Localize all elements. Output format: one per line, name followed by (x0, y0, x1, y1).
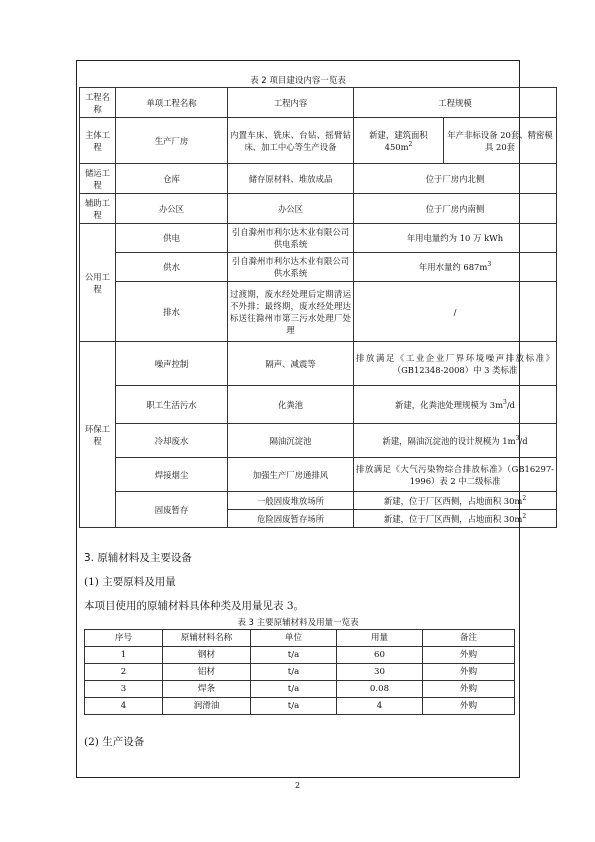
storage-content: 储存原材料、堆放成品 (228, 164, 354, 194)
env-row-content: 加强生产厂房通排风 (228, 458, 354, 492)
env-row-name: 噪声控制 (116, 342, 228, 386)
cell-unit: t/a (251, 698, 337, 715)
subsection-materials: (1) 主要原料及用量 (84, 576, 176, 588)
table3-caption: 表 3 主要原辅材料及用量一览表 (237, 618, 359, 628)
cell-remark: 外购 (423, 698, 515, 715)
section-paragraph: 本项目使用的原辅材料具体种类及用量见表 3。 (84, 600, 305, 612)
header-item-name: 单项工程名称 (116, 88, 228, 118)
table-row (85, 698, 515, 715)
public-row-scale: / (354, 282, 557, 342)
header-material: 原辅材料名称 (163, 630, 251, 647)
aux-name: 办公区 (116, 194, 228, 224)
env-row-name: 职工生活污水 (116, 386, 228, 424)
header-project-name: 工程名称 (80, 88, 116, 118)
public-row-content: 过渡期，废水经处理后定期清运不外排；最终期，废水经处理达标送往滁州市第三污水处理厂处理 (228, 282, 354, 342)
cell-unit: t/a (251, 664, 337, 681)
env-row-scale: 新建，隔油沉淀池的设计规模为 $1m^3/d$ (354, 424, 557, 458)
cell-remark: 外购 (423, 664, 515, 681)
aux-content: 办公区 (228, 194, 354, 224)
table-row (85, 681, 515, 698)
env-row-content: 隔声、减震等 (228, 342, 354, 386)
cell-material: 铝材 (163, 664, 251, 681)
main-scale-b: 年产非标设备 20套、精密模具 20套 (444, 118, 557, 164)
env-row-scale: 新建，化粪池处理规模为 $3m^3/d$ (354, 386, 557, 424)
public-row-name: 供电 (116, 224, 228, 253)
page-number: 2 (294, 781, 301, 790)
public-category: 公用工程 (80, 224, 116, 342)
table-row (85, 647, 515, 664)
materials-table (84, 629, 515, 715)
solid-row-content: 危险固废暂存场所 (228, 510, 354, 528)
header-scale: 工程规模 (354, 88, 557, 118)
cell-remark: 外购 (423, 681, 515, 698)
storage-category: 储运工程 (80, 164, 116, 194)
public-row-scale: 年用水量约 $687m^3$ (354, 253, 557, 282)
storage-scale: 位于厂房内北侧 (354, 164, 557, 194)
cell-amount: 30 (337, 664, 423, 681)
cell-amount: 4 (337, 698, 423, 715)
solid-waste-name: 固废暂存 (116, 492, 228, 528)
header-amount: 用量 (337, 630, 423, 647)
aux-category: 辅助工程 (80, 194, 116, 224)
env-row-scale: 排放满足《工业企业厂界环境噪声排放标准》（GB12348-2008）中 3 类标准 (354, 342, 557, 386)
cell-remark: 外购 (423, 647, 515, 664)
cell-seq: 3 (85, 681, 163, 698)
main-category: 主体工程 (80, 118, 116, 164)
subsection-equipment: (2) 生产设备 (84, 736, 145, 748)
env-row-name: 冷却废水 (116, 424, 228, 458)
cell-material: 钢材 (163, 647, 251, 664)
cell-seq: 2 (85, 664, 163, 681)
header-content: 工程内容 (228, 88, 354, 118)
header-unit: 单位 (251, 630, 337, 647)
env-row-content: 化粪池 (228, 386, 354, 424)
solid-row-content: 一般固废堆放场所 (228, 492, 354, 510)
cell-seq: 4 (85, 698, 163, 715)
solid-row-scale: 新建，位于厂区西侧，占地面积 $30m^2$ (354, 492, 557, 510)
public-row-content: 引自滁州市利尔达木业有限公司供水系统 (228, 253, 354, 282)
env-row-scale: 排放满足《大气污染物综合排放标准》（GB16297-1996）表 2 中二级标准 (354, 458, 557, 492)
public-row-scale: 年用电量约为 10 万 kWh (354, 224, 557, 253)
cell-amount: 0.08 (337, 681, 423, 698)
cell-material: 焊条 (163, 681, 251, 698)
public-row-content: 引自滁州市利尔达木业有限公司供电系统 (228, 224, 354, 253)
env-row-name: 焊接烟尘 (116, 458, 228, 492)
header-seq: 序号 (85, 630, 163, 647)
aux-scale: 位于厂房内南侧 (354, 194, 557, 224)
solid-row-scale: 新建，位于厂区西侧，占地面积 $30m^2$ (354, 510, 557, 528)
construction-content-table (79, 87, 557, 528)
section-title: 3. 原辅材料及主要设备 (84, 552, 192, 564)
table-row (85, 664, 515, 681)
main-content: 内置车床、铣床、台钻、摇臂钻床、加工中心等生产设备 (228, 118, 354, 164)
public-row-name: 供水 (116, 253, 228, 282)
storage-name: 仓库 (116, 164, 228, 194)
main-scale-a: 新建，建筑面积$450m^2$ (354, 118, 444, 164)
header-remark: 备注 (423, 630, 515, 647)
cell-amount: 60 (337, 647, 423, 664)
cell-material: 润滑油 (163, 698, 251, 715)
main-name: 生产厂房 (116, 118, 228, 164)
env-category: 环保工程 (80, 342, 116, 528)
table2-caption: 表 2 项目建设内容一览表 (250, 76, 346, 86)
cell-unit: t/a (251, 647, 337, 664)
env-row-content: 隔油沉淀池 (228, 424, 354, 458)
public-row-name: 排水 (116, 282, 228, 342)
cell-seq: 1 (85, 647, 163, 664)
cell-unit: t/a (251, 681, 337, 698)
